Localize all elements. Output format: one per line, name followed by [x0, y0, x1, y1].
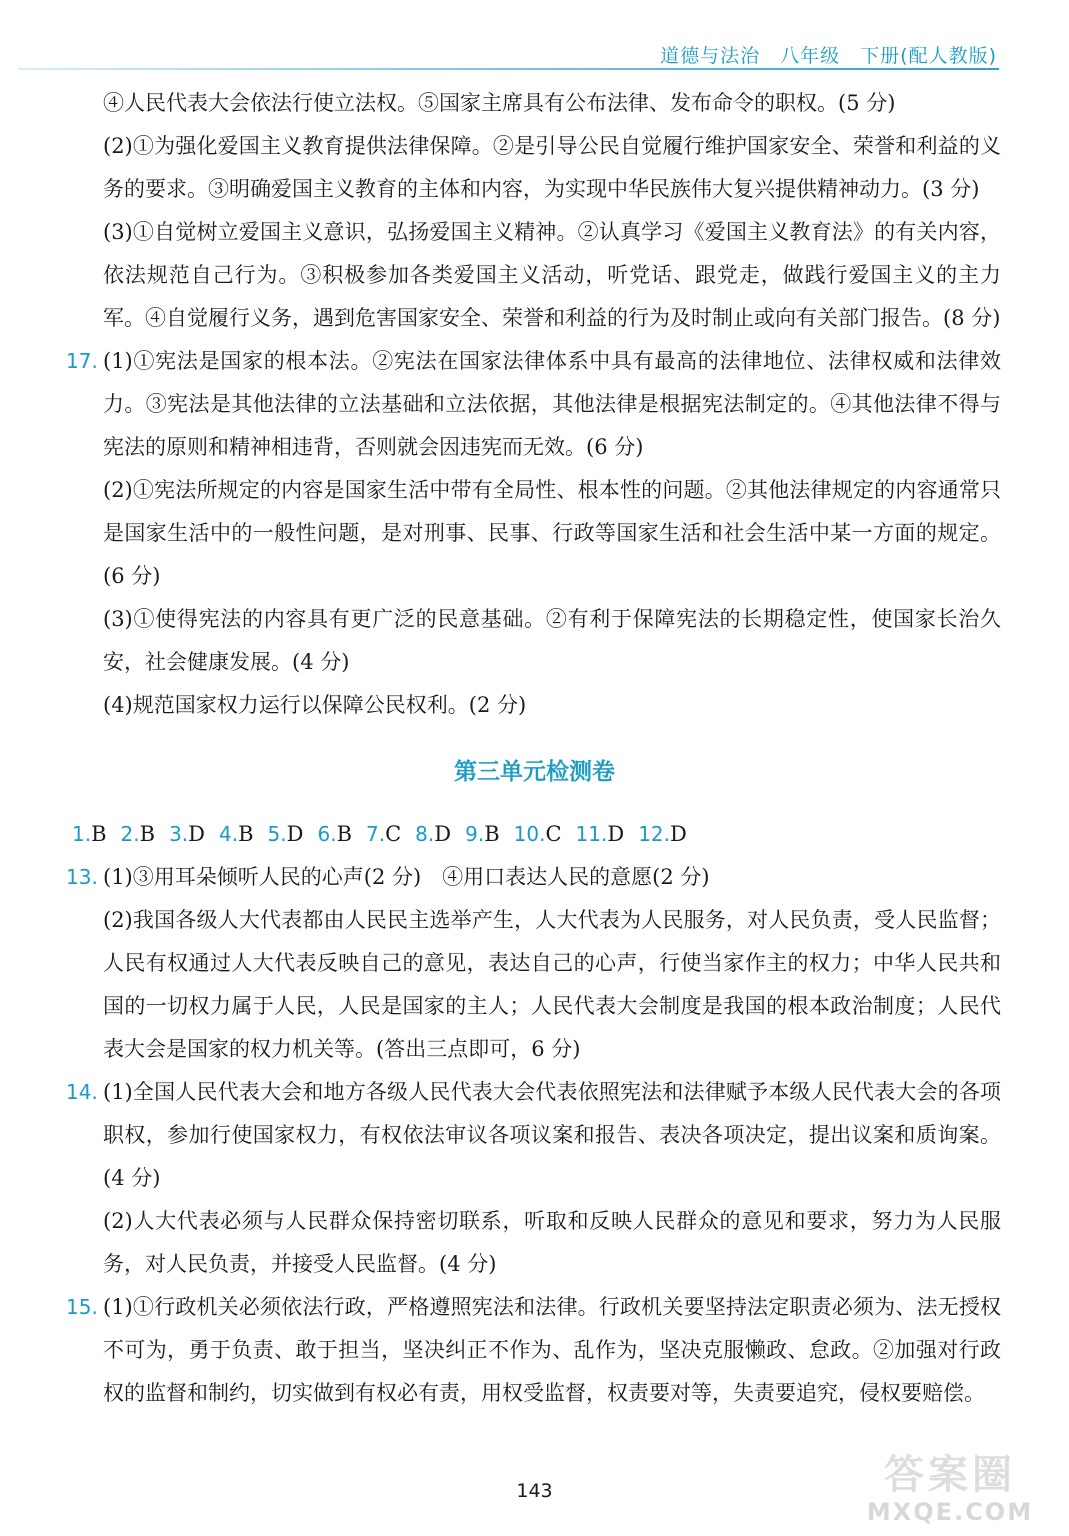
page-number: 143 — [516, 1480, 553, 1502]
header-rule — [18, 68, 999, 70]
choice-number: 4. — [219, 822, 239, 846]
choice-letter: C — [545, 822, 562, 846]
choice-letter: B — [238, 822, 254, 846]
answer-text: (2)人大代表必须与人民群众保持密切联系，听取和反映人民群众的意见和要求，努力为人民服务，对人民负责，并接受人民监督。(4 分) — [103, 1209, 1001, 1276]
choice-answer — [317, 813, 352, 856]
answer-text: ④人民代表大会依法行使立法权。⑤国家主席具有公布法律、发布命令的职权。(5 分) — [103, 91, 896, 115]
answer-paragraph — [0, 684, 1069, 727]
choice-answer — [169, 813, 205, 856]
header-title: 道德与法治 八年级 下册(配人教版) — [660, 45, 997, 67]
answer-paragraph — [0, 1286, 1069, 1415]
choice-answer — [72, 813, 107, 856]
watermark-text: 答案圈 — [884, 1452, 1016, 1498]
answer-text: (1)①宪法是国家的根本法。②宪法在国家法律体系中具有最高的法律地位、法律权威和法律效力。③宪法是其他法律的立法基础和立法依据，其他法律是根据宪法制定的。④其他法律不得与宪法的原则和精神相违背，否则就会因违宪而无效。(6 分) — [103, 349, 1001, 459]
answer-paragraph — [0, 211, 1069, 340]
answer-paragraph — [0, 340, 1069, 469]
choice-answer — [219, 813, 254, 856]
choice-answer — [576, 813, 625, 856]
answer-content — [0, 82, 1069, 1415]
choice-letter: B — [484, 822, 500, 846]
answer-paragraph — [0, 598, 1069, 684]
answer-text: (3)①使得宪法的内容具有更广泛的民意基础。②有利于保障宪法的长期稳定性，使国家长治久安，社会健康发展。(4 分) — [103, 607, 1001, 674]
question-number: 17. — [66, 349, 98, 373]
answer-paragraph — [0, 1071, 1069, 1200]
answer-text: (2)①为强化爱国主义教育提供法律保障。②是引导公民自觉履行维护国家安全、荣誉和利益的义务的要求。③明确爱国主义教育的主体和内容，为实现中华民族伟大复兴提供精神动力。(3 分) — [103, 134, 1001, 201]
watermark-logo — [845, 1452, 1055, 1532]
choice-answers-row — [0, 813, 1069, 856]
answer-text: (2)①宪法所规定的内容是国家生活中带有全局性、根本性的问题。②其他法律规定的内容通常只是国家生活中的一般性问题，是对刑事、民事、行政等国家生活和社会生活中某一方面的规定。(6 分) — [103, 478, 1001, 588]
choice-letter: D — [286, 822, 304, 846]
answer-blocks-part1 — [0, 82, 1069, 727]
choice-answer — [268, 813, 304, 856]
answer-text: (4)规范国家权力运行以保障公民权利。(2 分) — [103, 693, 527, 717]
choice-number: 1. — [72, 822, 92, 846]
page-header — [0, 36, 1069, 76]
choice-number: 7. — [366, 822, 386, 846]
choice-answer — [121, 813, 156, 856]
choice-answer — [415, 813, 451, 856]
answer-paragraph — [0, 82, 1069, 125]
question-number: 15. — [66, 1295, 98, 1319]
choice-number: 11. — [575, 822, 608, 846]
answer-text: (1)③用耳朵倾听人民的心声(2 分) ④用口表达人民的意愿(2 分) — [103, 865, 710, 889]
section-title: 第三单元检测卷 — [454, 758, 615, 785]
choice-letter: B — [91, 822, 107, 846]
answer-text: (3)①自觉树立爱国主义意识，弘扬爱国主义精神。②认真学习《爱国主义教育法》的有关内容，依法规范自己行为。③积极参加各类爱国主义活动，听党话、跟党走，做践行爱国主义的主力军。④自觉履行义务，遇到危害国家安全、荣誉和利益的行为及时制止或向有关部门报告。(8 分) — [103, 220, 1001, 330]
choice-number: 6. — [317, 822, 337, 846]
answer-paragraph — [0, 899, 1069, 1071]
choice-number: 2. — [120, 822, 140, 846]
choice-number: 5. — [267, 822, 287, 846]
choice-answer — [514, 813, 562, 856]
choice-letter: B — [139, 822, 156, 846]
question-number: 14. — [66, 1080, 98, 1104]
choice-letter: D — [607, 822, 625, 846]
answer-blocks-part2 — [0, 856, 1069, 1415]
choice-letter: C — [385, 822, 402, 846]
choice-number: 10. — [513, 822, 546, 846]
answer-paragraph — [0, 469, 1069, 598]
answer-paragraph — [0, 125, 1069, 211]
choice-number: 9. — [465, 822, 485, 846]
choice-letter: D — [188, 822, 205, 846]
answer-text: (1)①行政机关必须依法行政，严格遵照宪法和法律。行政机关要坚持法定职责必须为、法无授权不可为，勇于负责、敢于担当，坚决纠正不作为、乱作为，坚决克服懒政、怠政。②加强对行政权的监督和制约，切实做到有权必有责，用权受监督，权责要对等，失责要追究，侵权要赔偿。 — [103, 1295, 1001, 1405]
choice-answer — [638, 813, 687, 856]
choice-answer — [465, 813, 500, 856]
answer-text: (1)全国人民代表大会和地方各级人民代表大会代表依照宪法和法律赋予本级人民代表大会的各项职权，参加行使国家权力，有权依法审议各项议案和报告、表决各项决定，提出议案和质询案。(4 分) — [103, 1080, 1001, 1190]
choice-answer — [366, 813, 401, 856]
choice-number: 3. — [169, 822, 189, 846]
choice-number: 8. — [415, 822, 435, 846]
answer-paragraph — [0, 856, 1069, 899]
answer-text: (2)我国各级人大代表都由人民民主选举产生，人大代表为人民服务，对人民负责，受人民监督；人民有权通过人大代表反映自己的意见，表达自己的心声，行使当家作主的权力；中华人民共和国的一切权力属于人民，人民是国家的主人；人民代表大会制度是我国的根本政治制度；人民代表大会是国家的权力机关等。(答出三点即可，6 分) — [103, 908, 1001, 1061]
choice-letter: B — [336, 822, 352, 846]
answer-paragraph — [0, 1200, 1069, 1286]
choice-letter: D — [670, 822, 687, 846]
question-number: 13. — [66, 865, 98, 889]
choice-letter: D — [434, 822, 452, 846]
watermark-url: MXQE.COM — [866, 1498, 1034, 1526]
choice-number: 12. — [638, 822, 670, 846]
